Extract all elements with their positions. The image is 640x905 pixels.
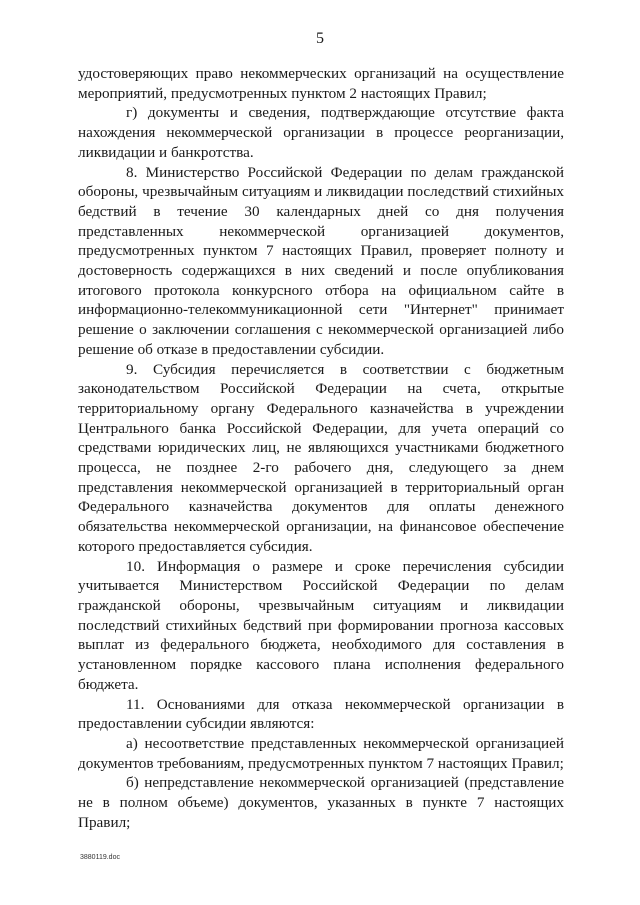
paragraph-9: 9. Субсидия перечисляется в соответствии с бюджетным законодательством Российской Федерации на счета, открытые территориальному органу Федерального казначейства в учреждении Центрального банка Российской Федерации, для учета операций со средствами юридических лиц, не являющихся участниками бюджетного процесса, не позднее 2-го рабочего дня, следующего за днем представления некоммерческой организацией в территориальный орган Федерального казначейства документов для оплаты денежного обязательства некоммерческой организации, на финансовое обеспечение которого предоставляется субсидия. <box>78 360 564 555</box>
document-body <box>78 64 564 832</box>
paragraph-8: 8. Министерство Российской Федерации по делам гражданской обороны, чрезвычайным ситуациям и ликвидации последствий стихийных бедствий в течение 30 календарных дней со дня получения представленных некоммерческой организацией документов, предусмотренных пунктом 7 настоящих Правил, проверяет полноту и достоверность содержащихся в них сведений и после опубликования итогового протокола конкурсного отбора на официальном сайте в информационно-телекоммуникационной сети "Интернет" принимает решение о заключении соглашения с некоммерческой организацией либо решение об отказе в предоставлении субсидии. <box>78 163 564 358</box>
paragraph-11-item-a: а) несоответствие представленных некоммерческой организацией документов требованиям, предусмотренных пунктом 7 настоящих Правил; <box>78 734 564 772</box>
document-file-id: 3880119.doc <box>80 854 120 861</box>
paragraph-11: 11. Основаниями для отказа некоммерческой организации в предоставлении субсидии являются: <box>78 695 564 733</box>
paragraph-10: 10. Информация о размере и сроке перечисления субсидии учитывается Министерством Российской Федерации по делам гражданской обороны, чрезвычайным ситуациям и ликвидации последствий стихийных бедствий при формировании прогноза кассовых выплат из федерального бюджета, необходимого для составления в установленном порядке кассового плана исполнения федерального бюджета. <box>78 557 564 693</box>
page-number: 5 <box>316 30 324 47</box>
paragraph-continuation: удостоверяющих право некоммерческих организаций на осуществление мероприятий, предусмотренных пунктом 2 настоящих Правил; <box>78 65 564 102</box>
paragraph-item-g: г) документы и сведения, подтверждающие отсутствие факта нахождения некоммерческой организации в процессе реорганизации, ликвидации и банкротства. <box>78 104 564 161</box>
paragraph-11-item-b: б) непредставление некоммерческой организацией (представление не в полном объеме) документов, указанных в пункте 7 настоящих Правил; <box>78 774 564 831</box>
